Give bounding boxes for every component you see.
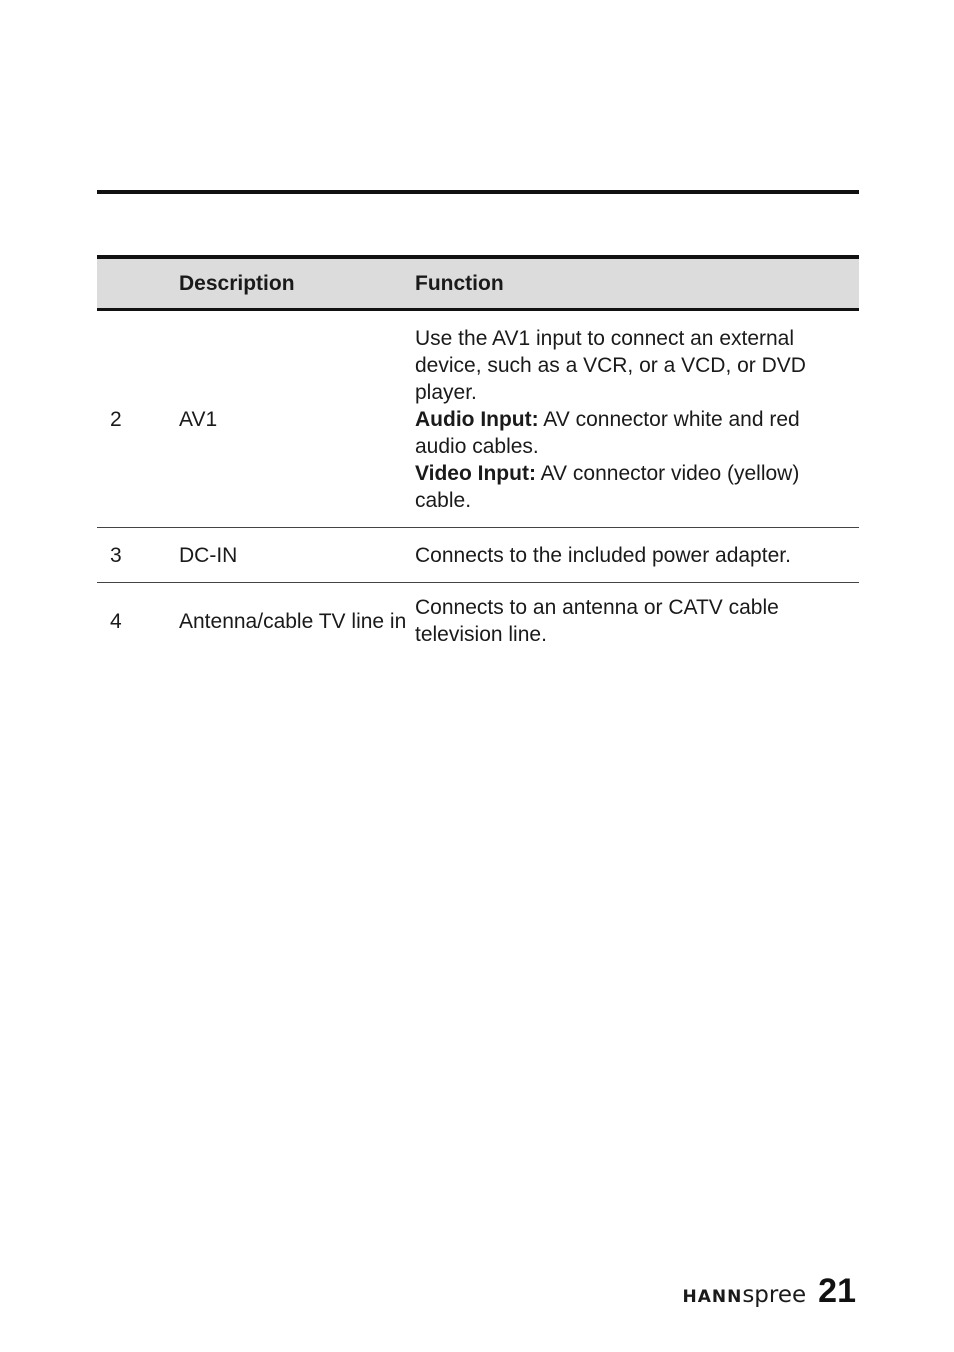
row-function: Connects to an antenna or CATV cable television line.	[415, 596, 779, 646]
audio-input-label: Audio Input:	[415, 407, 539, 431]
row-description: AV1	[179, 310, 415, 528]
function-intro: Use the AV1 input to connect an external device, such as a VCR, or a VCD, or DVD player.	[415, 326, 806, 404]
header-description: Description	[179, 257, 415, 310]
header-row	[97, 257, 859, 310]
table-header	[97, 257, 859, 310]
row-description: Antenna/cable TV line in	[179, 609, 407, 633]
audio-input-line	[415, 406, 849, 460]
page-number: 21	[818, 1272, 856, 1310]
brand-logo-light: spree	[742, 1282, 807, 1308]
row-number: 4	[110, 609, 122, 633]
video-input-label: Video Input:	[415, 461, 536, 485]
connector-table	[97, 255, 859, 661]
header-number	[97, 257, 179, 310]
header-function: Function	[415, 257, 859, 310]
audio-input-text: AV connector white and red audio cables.	[415, 407, 800, 458]
video-input-line	[415, 460, 849, 514]
page-footer	[682, 1268, 856, 1312]
row-function: Connects to the included power adapter.	[415, 528, 859, 583]
row-number: 2	[97, 310, 179, 528]
table-row	[97, 528, 859, 583]
top-rule	[97, 190, 859, 194]
video-input-text: AV connector video (yellow) cable.	[415, 461, 800, 512]
row-description: DC-IN	[179, 528, 415, 583]
brand-logo	[682, 1284, 806, 1312]
row-number: 3	[97, 528, 179, 583]
table-row	[97, 583, 859, 662]
row-function	[415, 310, 859, 528]
brand-logo-bold: HANN	[682, 1287, 743, 1307]
table-row	[97, 310, 859, 528]
